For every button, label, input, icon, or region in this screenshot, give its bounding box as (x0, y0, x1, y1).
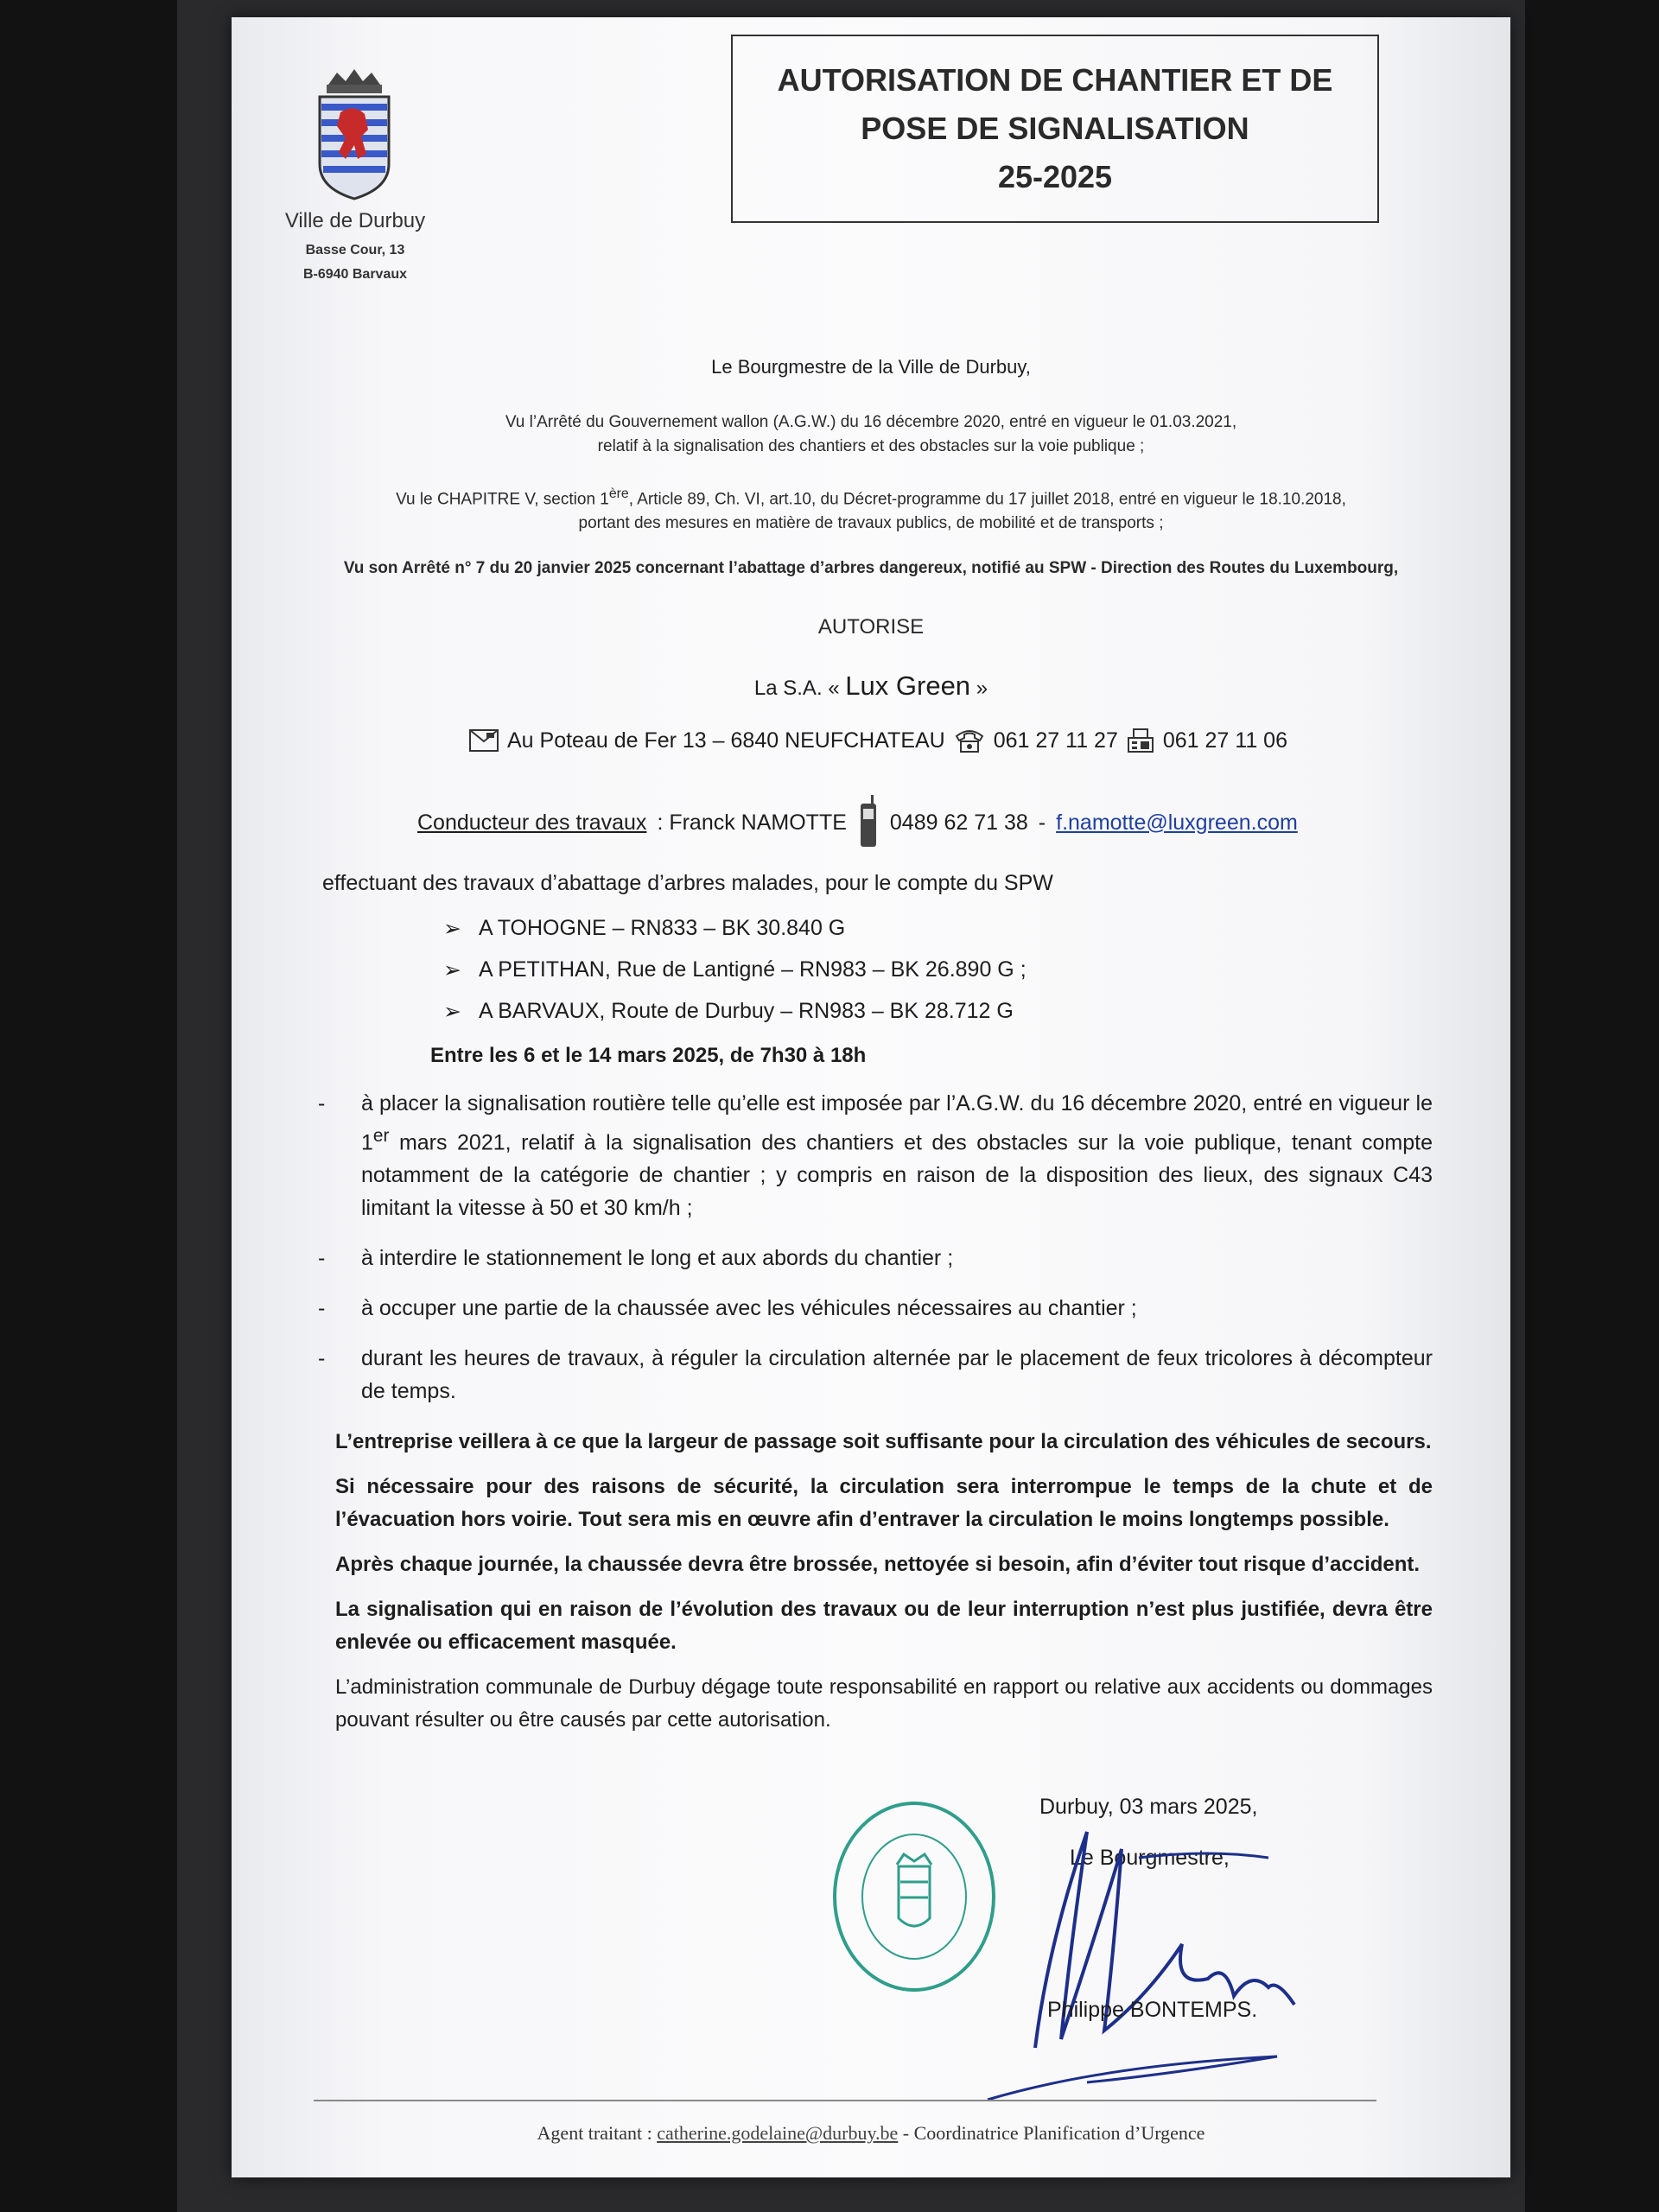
condition-3: à occuper une partie de la chaussée avec les véhicules nécessaires au chantier ; (361, 1296, 1137, 1321)
footer-label: Agent traitant : (537, 2122, 652, 2144)
condition-1-sup: er (372, 1126, 390, 1146)
email-separator: - (1038, 810, 1046, 835)
org-name: Ville de Durbuy (284, 209, 426, 232)
consideration-1-line-2: relatif à la signalisation des chantiers et des obstacles sur la voie publique ; (597, 437, 1145, 455)
arrow-bullet-icon: ➢ (443, 917, 461, 941)
condition-item: - durant les heures de travaux, à réguler la circulation alternée par le placement de feux tricolores à décompteur de temps. (318, 1342, 1433, 1408)
arrow-bullet-icon: ➢ (443, 1000, 461, 1024)
signatory-role: Le Bourgmestre, (1070, 1846, 1230, 1870)
company-line (232, 671, 1510, 702)
location-label: A TOHOGNE – RN833 – BK 30.840 G (478, 916, 846, 940)
company-prefix: La S.A. « (753, 677, 840, 700)
consideration-2-sup: ère (608, 486, 629, 501)
arrow-bullet-icon: ➢ (443, 958, 461, 982)
company-name: Lux Green (845, 671, 971, 701)
crest-icon (311, 69, 397, 207)
autorise-heading: AUTORISE (817, 615, 925, 639)
signatory-name: Philippe BONTEMPS. (1047, 1998, 1258, 2022)
condition-item: - à interdire le stationnement le long et aux abords du chantier ; (318, 1242, 1433, 1274)
org-address-line-1: Basse Cour, 13 (305, 243, 405, 257)
seal-icon (828, 1797, 1001, 1996)
contact-line (469, 728, 1287, 753)
agent-email-link[interactable]: catherine.godelaine@durbuy.be (657, 2122, 899, 2144)
conductor-mobile: 0489 62 71 38 (889, 810, 1028, 835)
issuer: Le Bourgmestre de la Ville de Durbuy, (711, 356, 1031, 378)
consideration-1-line-1: Vu l’Arrêté du Gouvernement wallon (A.G.W.) du 16 décembre 2020, entré en vigueur le 01.03.2021, (505, 413, 1237, 431)
footer-divider (314, 2100, 1376, 2101)
location-label: A BARVAUX, Route de Durbuy – RN983 – BK 28.712 G (478, 999, 1014, 1023)
document-page (232, 17, 1510, 2177)
signature-place-date: Durbuy, 03 mars 2025, (1039, 1795, 1258, 1819)
provision-2: Si nécessaire pour des raisons de sécurité, la circulation sera interrompue le temps de la chute et de l’évacuation hors voirie. Tout sera mis en œuvre afin d’entraver la circulation le moins longtemps possible. (335, 1475, 1433, 1531)
condition-1-pre: à placer la signalisation routière telle qu’elle est imposée par l’A.G.W. du 16 décembre 2020, entré en vigueur le 1 (361, 1091, 1433, 1155)
provision-4: La signalisation qui en raison de l’évolution des travaux ou de leur interruption n’est plus justifiée, devra être enlevée ou efficacement masquée. (335, 1598, 1433, 1654)
condition-4: durant les heures de travaux, à réguler la circulation alternée par le placement de feux tricolores à décompteur de temps. (361, 1346, 1433, 1404)
title-line-1: AUTORISATION DE CHANTIER ET DE (777, 62, 1333, 98)
org-address (257, 238, 453, 287)
consideration-2 (335, 482, 1407, 536)
document-title-box (731, 35, 1379, 223)
condition-item: - à placer la signalisation routière telle qu’elle est imposée par l’A.G.W. du 16 décembre 2020, entré en vigueur le 1er mars 2021, relatif à la signalisation des chantiers et des obstacles sur la voie publique, tenant compte notamment de la catégorie de chantier ; y compris en raison de la disposition des lieux, des signaux C43 limitant la vitesse à 50 et 30 km/h ; (318, 1091, 1433, 1221)
company-suffix: » (976, 677, 988, 700)
fax-icon (1127, 728, 1154, 753)
org-address-line-2: B-6940 Barvaux (302, 267, 408, 282)
consideration-2-pre: Vu le CHAPITRE V, section 1 (396, 490, 609, 509)
footer-role: - Coordinatrice Planification d’Urgence (902, 2122, 1205, 2144)
provision-3: Après chaque journée, la chaussée devra être brossée, nettoyée si besoin, afin d’éviter tout risque d’accident. (335, 1553, 1421, 1576)
consideration-2-line-1 (335, 482, 1407, 512)
condition-2: à interdire le stationnement le long et aux abords du chantier ; (361, 1246, 954, 1271)
location-item (443, 957, 1027, 983)
conductor-email-link[interactable]: f.namotte@luxgreen.com (1056, 810, 1298, 835)
title-line-2: POSE DE SIGNALISATION (861, 111, 1249, 146)
company-address: Au Poteau de Fer 13 – 6840 NEUFCHATEAU (507, 728, 945, 753)
provisions (335, 1426, 1433, 1749)
location-label: A PETITHAN, Rue de Lantigné – RN983 – BK 26.890 G ; (478, 957, 1027, 982)
location-item (443, 916, 845, 942)
consideration-1 (335, 410, 1407, 459)
company-phone: 061 27 11 27 (993, 728, 1118, 753)
works-intro: effectuant des travaux d’abattage d’arbres malades, pour le compte du SPW (322, 871, 1053, 895)
title-line-3: 25-2025 (997, 159, 1113, 194)
mobile-phone-icon (857, 795, 880, 850)
conditions-list (318, 1087, 1433, 1425)
works-period: Entre les 6 et le 14 mars 2025, de 7h30 à 18h (430, 1044, 867, 1067)
signature-flourish-icon (983, 2031, 1286, 2117)
location-item (443, 999, 1014, 1025)
condition-1-post: mars 2021, relatif à la signalisation des chantiers et des obstacles sur la voie publique, tenant compte notamment de la catégorie de chantier ; y compris en raison de la disposition des lieux, des signaux C43 limitant la vitesse à 50 et 30 km/h ; (361, 1130, 1433, 1221)
conductor-line (417, 795, 1298, 850)
provision-1: L’entreprise veillera à ce que la largeur de passage soit suffisante pour la circulation des véhicules de secours. (335, 1430, 1432, 1453)
phone-icon (954, 728, 985, 753)
footer (232, 2122, 1510, 2145)
condition-item: - à occuper une partie de la chaussée avec les véhicules nécessaires au chantier ; (318, 1292, 1433, 1325)
mail-icon (469, 729, 499, 752)
conductor-name: : Franck NAMOTTE (657, 810, 847, 835)
consideration-2-post: , Article 89, Ch. VI, art.10, du Décret-programme du 17 juillet 2018, entré en vigueur le 18.10.2018, (628, 490, 1346, 509)
consideration-3: Vu son Arrêté n° 7 du 20 janvier 2025 concernant l’abattage d’arbres dangereux, notifié au SPW - Direction des Routes du Luxembourg, (343, 559, 1399, 577)
conductor-label: Conducteur des travaux (417, 810, 647, 835)
consideration-2-line-2: portant des mesures en matière de travaux publics, de mobilité et de transports ; (578, 514, 1164, 533)
liability-disclaimer: L’administration communale de Durbuy dégage toute responsabilité en rapport ou relative aux accidents ou dommages pouvant résulter ou être causés par cette autorisation. (335, 1675, 1433, 1732)
company-fax: 061 27 11 06 (1162, 728, 1287, 753)
